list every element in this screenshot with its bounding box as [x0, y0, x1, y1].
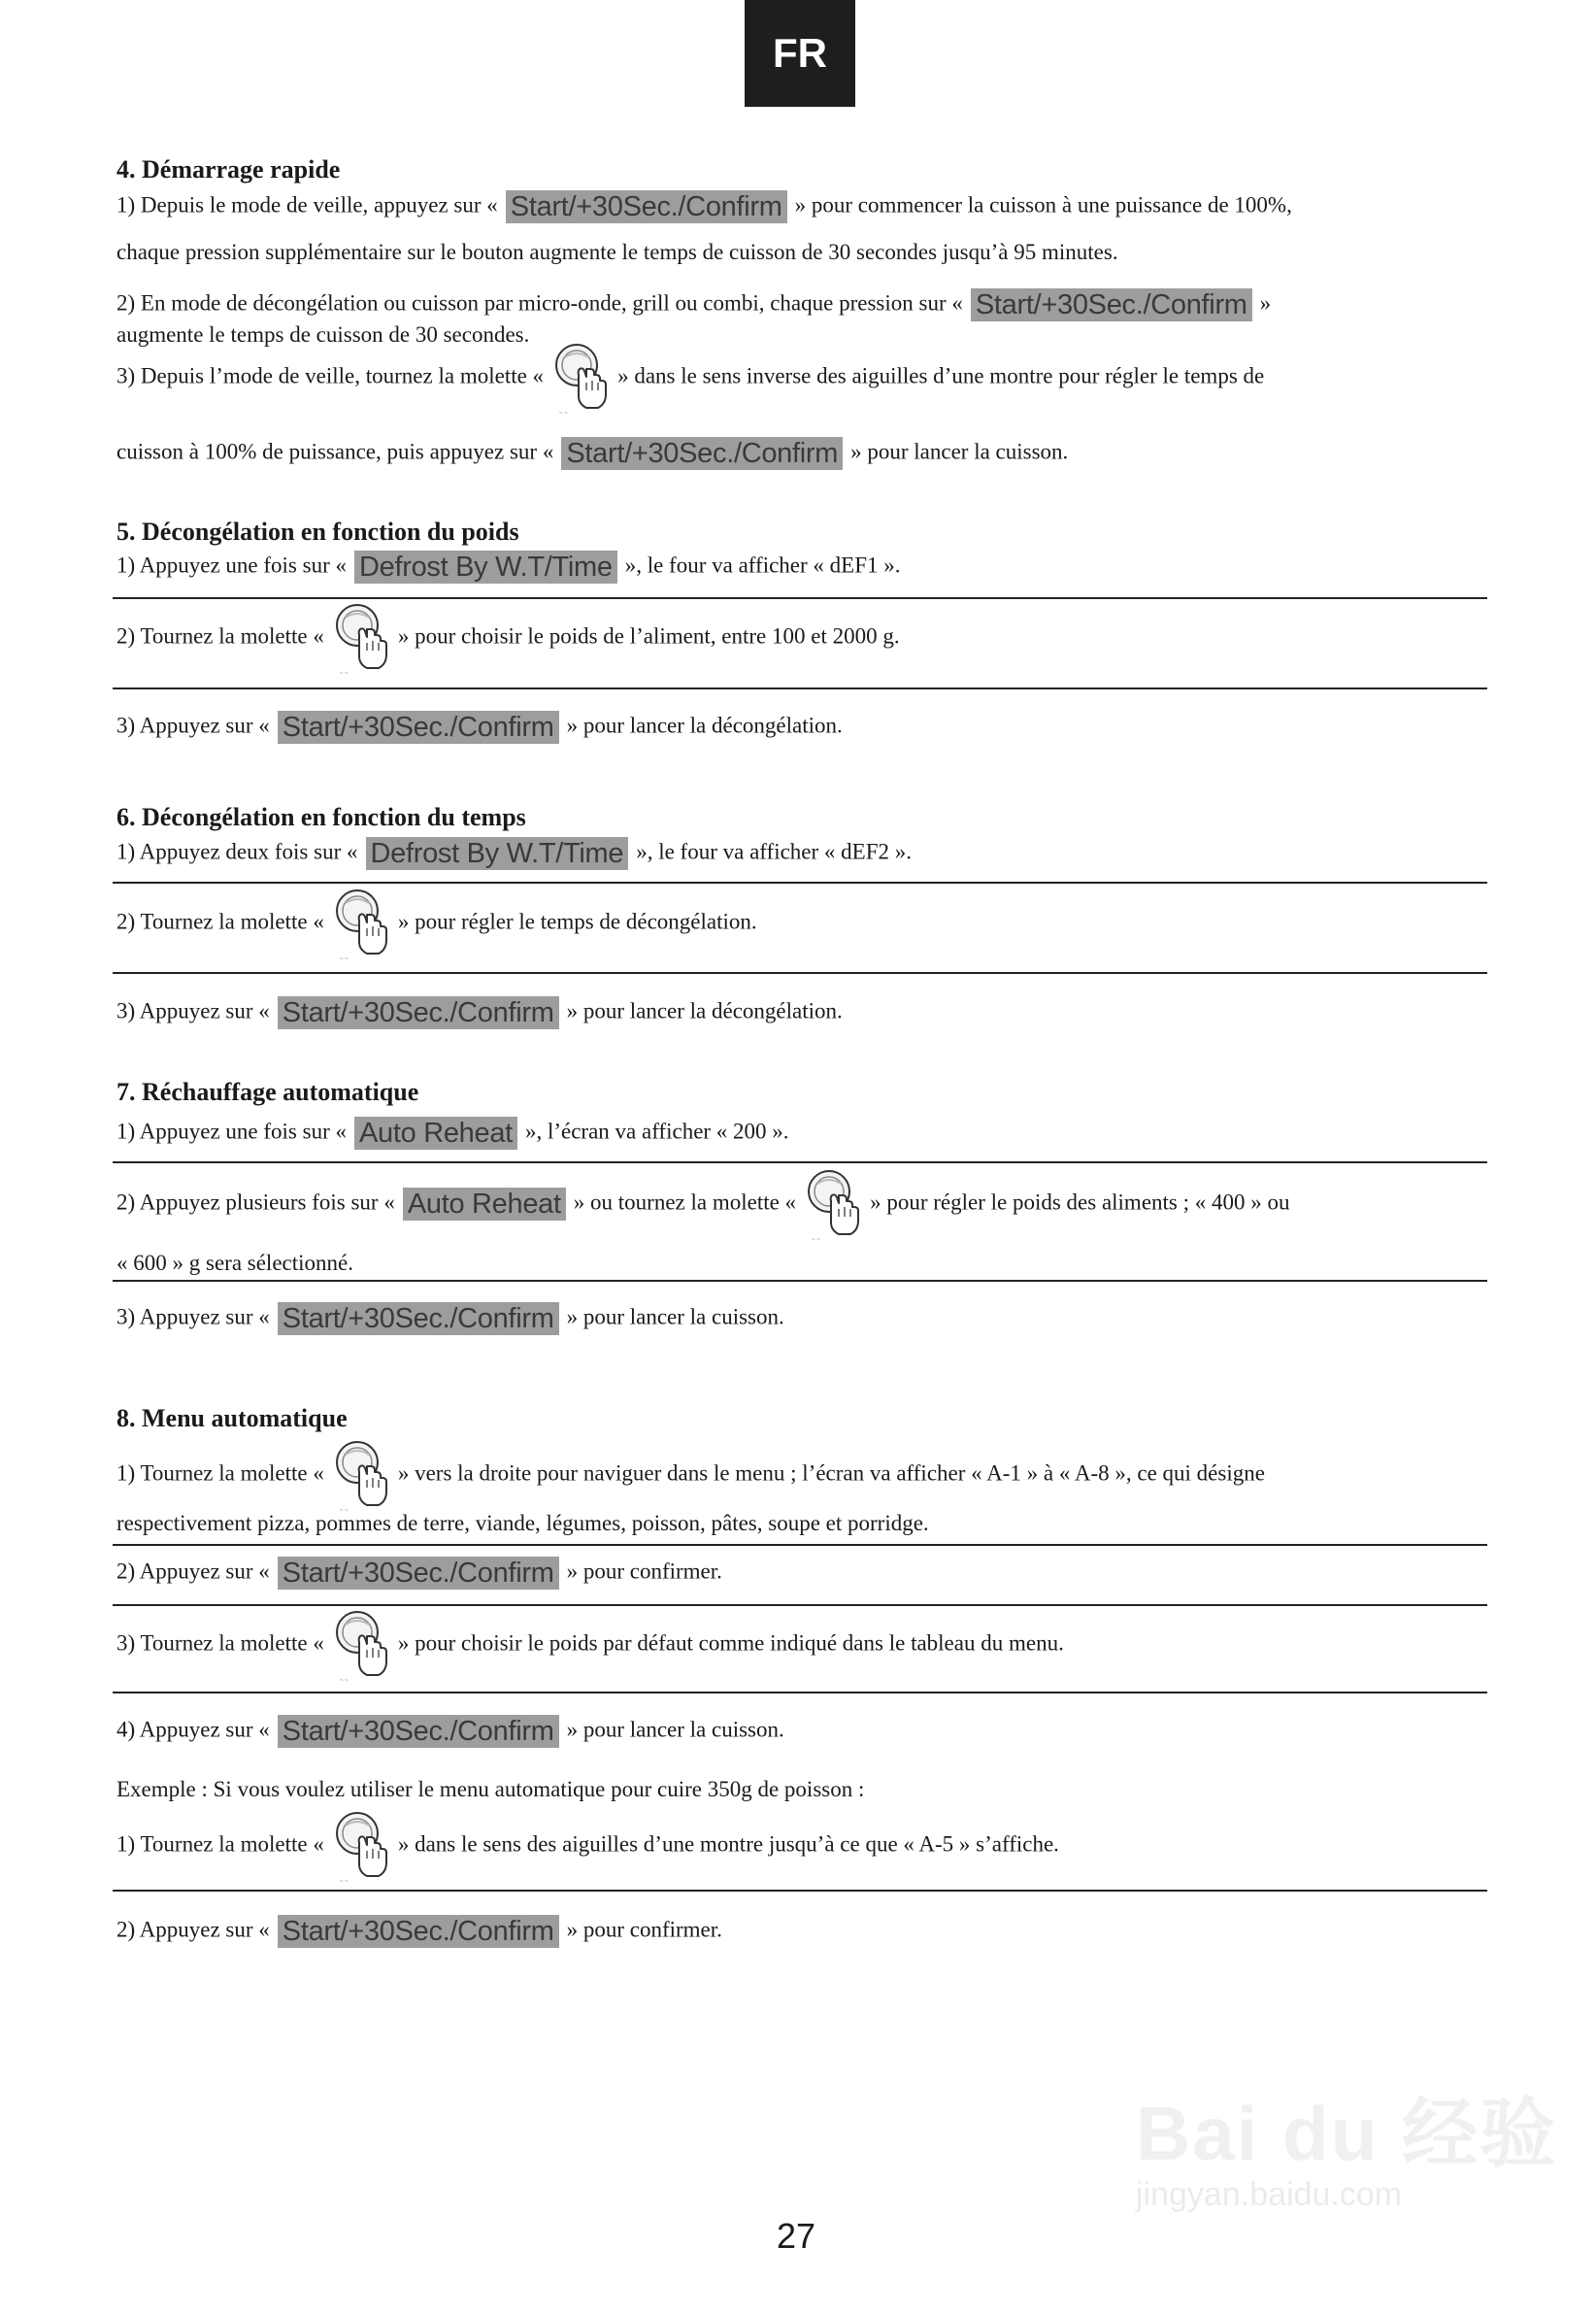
start-confirm-button: Start/+30Sec./Confirm [278, 1557, 559, 1590]
s6-step1: 1) Appuyez deux fois sur « Defrost By W.T/Time », le four va afficher « dEF2 ». [116, 838, 912, 869]
start-confirm-button: Start/+30Sec./Confirm [506, 190, 787, 223]
s4-step1: 1) Depuis le mode de veille, appuyez sur « Start/+30Sec./Confirm » pour commencer la cuisson à une puissance de 100%, [116, 191, 1292, 222]
s5-step1: 1) Appuyez une fois sur « Defrost By W.T/Time », le four va afficher « dEF1 ». [116, 552, 901, 583]
start-confirm-button: Start/+30Sec./Confirm [971, 288, 1252, 321]
divider [113, 687, 1487, 689]
auto-reheat-button: Auto Reheat [354, 1117, 517, 1150]
s5-step3: 3) Appuyez sur « Start/+30Sec./Confirm » pour lancer la décongélation. [116, 712, 843, 743]
divider [113, 1161, 1487, 1163]
divider [113, 1692, 1487, 1693]
start-confirm-button: Start/+30Sec./Confirm [278, 1302, 559, 1335]
dial-knob-icon [330, 600, 392, 676]
watermark-url: jingyan.baidu.com [1136, 2176, 1403, 2213]
s7-step1: 1) Appuyez une fois sur « Auto Reheat », l’écran va afficher « 200 ». [116, 1118, 789, 1149]
divider [113, 597, 1487, 599]
section-4-title: 4. Démarrage rapide [116, 155, 341, 184]
defrost-button: Defrost By W.T/Time [366, 837, 629, 870]
s7-step2: 2) Appuyez plusieurs fois sur « Auto Reheat » ou tournez la molette « » pour régler le poids des aliments ; « 400 » ou [116, 1166, 1290, 1242]
divider [113, 972, 1487, 974]
s8-step4: 4) Appuyez sur « Start/+30Sec./Confirm » pour lancer la cuisson. [116, 1716, 784, 1747]
s8-example: Exemple : Si vous voulez utiliser le menu automatique pour cuire 350g de poisson : [116, 1777, 865, 1801]
s4-step3-cont: cuisson à 100% de puissance, puis appuyez sur « Start/+30Sec./Confirm » pour lancer la cuisson. [116, 438, 1069, 469]
divider [113, 1544, 1487, 1546]
dial-knob-icon [549, 340, 612, 416]
divider [113, 882, 1487, 884]
defrost-button: Defrost By W.T/Time [354, 551, 617, 584]
s8-step2: 2) Appuyez sur « Start/+30Sec./Confirm » pour confirmer. [116, 1558, 722, 1589]
s8-example-step2: 2) Appuyez sur « Start/+30Sec./Confirm » pour confirmer. [116, 1916, 722, 1947]
divider [113, 1604, 1487, 1606]
s4-step2: 2) En mode de décongélation ou cuisson par micro-onde, grill ou combi, chaque pression sur « Start/+30Sec./Confirm » [116, 289, 1272, 320]
dial-knob-icon [330, 1437, 392, 1513]
section-8-title: 8. Menu automatique [116, 1404, 348, 1432]
start-confirm-button: Start/+30Sec./Confirm [278, 996, 559, 1029]
page-number: 27 [777, 2216, 816, 2256]
start-confirm-button: Start/+30Sec./Confirm [561, 437, 843, 470]
language-tab: FR [745, 0, 855, 107]
s7-step2-cont: « 600 » g sera sélectionné. [116, 1251, 353, 1275]
start-confirm-button: Start/+30Sec./Confirm [278, 1715, 559, 1748]
s8-step1: 1) Tournez la molette « » vers la droite pour naviguer dans le menu ; l’écran va afficher « A-1 » à « A-8 », ce qui désigne [116, 1437, 1265, 1513]
s4-step2-cont: augmente le temps de cuisson de 30 secondes. [116, 322, 530, 347]
watermark-brand: Bai du 经验 [1136, 2091, 1558, 2176]
section-5-title: 5. Décongélation en fonction du poids [116, 518, 519, 546]
s4-step1-cont: chaque pression supplémentaire sur le bouton augmente le temps de cuisson de 30 secondes jusqu’à 95 minutes. [116, 240, 1118, 264]
s8-step1-cont: respectivement pizza, pommes de terre, viande, légumes, poisson, pâtes, soupe et porridge. [116, 1511, 929, 1535]
auto-reheat-button: Auto Reheat [403, 1188, 566, 1221]
dial-knob-icon [330, 886, 392, 961]
dial-knob-icon [802, 1166, 864, 1242]
start-confirm-button: Start/+30Sec./Confirm [278, 1915, 559, 1948]
s5-step2: 2) Tournez la molette « » pour choisir le poids de l’aliment, entre 100 et 2000 g. [116, 600, 900, 676]
s7-step3: 3) Appuyez sur « Start/+30Sec./Confirm » pour lancer la cuisson. [116, 1303, 784, 1334]
dial-knob-icon [330, 1808, 392, 1884]
s8-step3: 3) Tournez la molette « » pour choisir le poids par défaut comme indiqué dans le tableau du menu. [116, 1607, 1064, 1683]
divider [113, 1280, 1487, 1282]
s4-step3: 3) Depuis l’mode de veille, tournez la molette « » dans le sens inverse des aiguilles d’une montre pour régler le temps de [116, 340, 1264, 416]
start-confirm-button: Start/+30Sec./Confirm [278, 711, 559, 744]
s8-example-step1: 1) Tournez la molette « » dans le sens des aiguilles d’une montre jusqu’à ce que « A-5 » s’affiche. [116, 1808, 1059, 1884]
dial-knob-icon [330, 1607, 392, 1683]
section-7-title: 7. Réchauffage automatique [116, 1078, 419, 1106]
s6-step2: 2) Tournez la molette « » pour régler le temps de décongélation. [116, 886, 757, 961]
section-6-title: 6. Décongélation en fonction du temps [116, 803, 526, 831]
divider [113, 1890, 1487, 1892]
s6-step3: 3) Appuyez sur « Start/+30Sec./Confirm » pour lancer la décongélation. [116, 997, 843, 1028]
baidu-watermark [1136, 2073, 1557, 2214]
